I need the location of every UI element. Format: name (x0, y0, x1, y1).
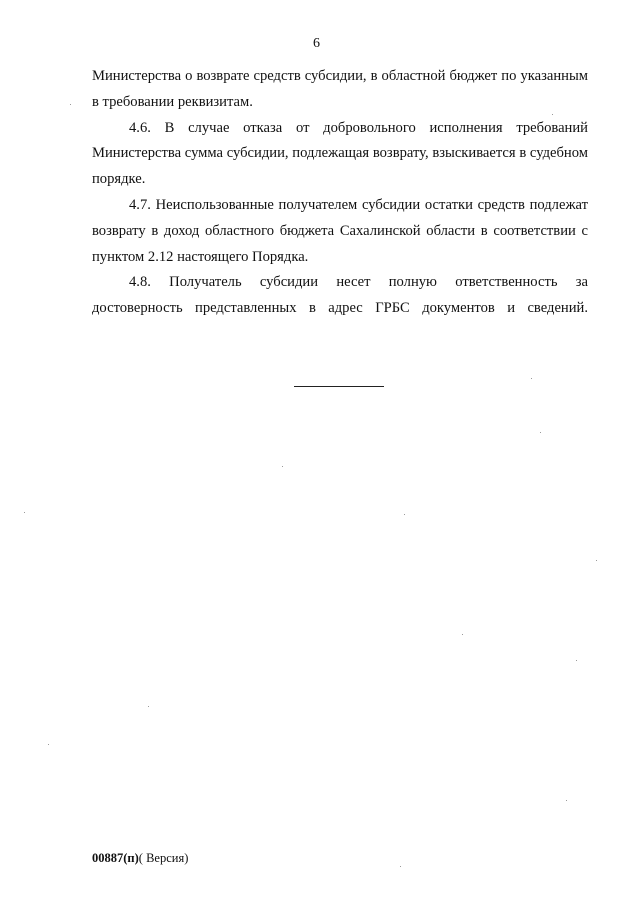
scan-speck (400, 866, 401, 867)
doc-id: 00887(п) (92, 851, 139, 865)
scan-speck (48, 744, 49, 745)
paragraph-4-6: 4.6. В случае отказа от добровольного исполнения требований Министерства сумма субсидии, подлежащая возврату, взыскивается в судебном порядке. (92, 119, 588, 188)
document-body (92, 64, 588, 322)
scan-speck (70, 104, 71, 105)
footer-document-id (92, 851, 188, 866)
doc-version: ( Версия) (138, 851, 189, 865)
scan-speck (552, 114, 553, 115)
scan-speck (404, 514, 405, 515)
paragraph-4-8: 4.8. Получатель субсидии несет полную ответственность за достоверность представленных в адрес ГРБС документов и сведений. (92, 274, 588, 317)
scan-speck (148, 706, 149, 707)
scan-speck (531, 378, 532, 379)
end-of-text-rule (294, 386, 384, 387)
scan-speck (462, 634, 463, 635)
paragraph-4-5-continuation: Министерства о возврате средств субсидии, в областной бюджет по указанным в требовании реквизитам. (92, 68, 588, 110)
scan-speck (24, 512, 25, 513)
scan-speck (576, 660, 577, 661)
scan-speck (540, 432, 541, 433)
page-number: 6 (313, 36, 320, 51)
scan-speck (282, 466, 283, 467)
paragraph-4-7: 4.7. Неиспользованные получателем субсидии остатки средств подлежат возврату в доход областного бюджета Сахалинской области в соответствии с пунктом 2.12 настоящего Порядка. (92, 196, 588, 265)
scan-speck (566, 800, 567, 801)
scan-speck (596, 560, 597, 561)
